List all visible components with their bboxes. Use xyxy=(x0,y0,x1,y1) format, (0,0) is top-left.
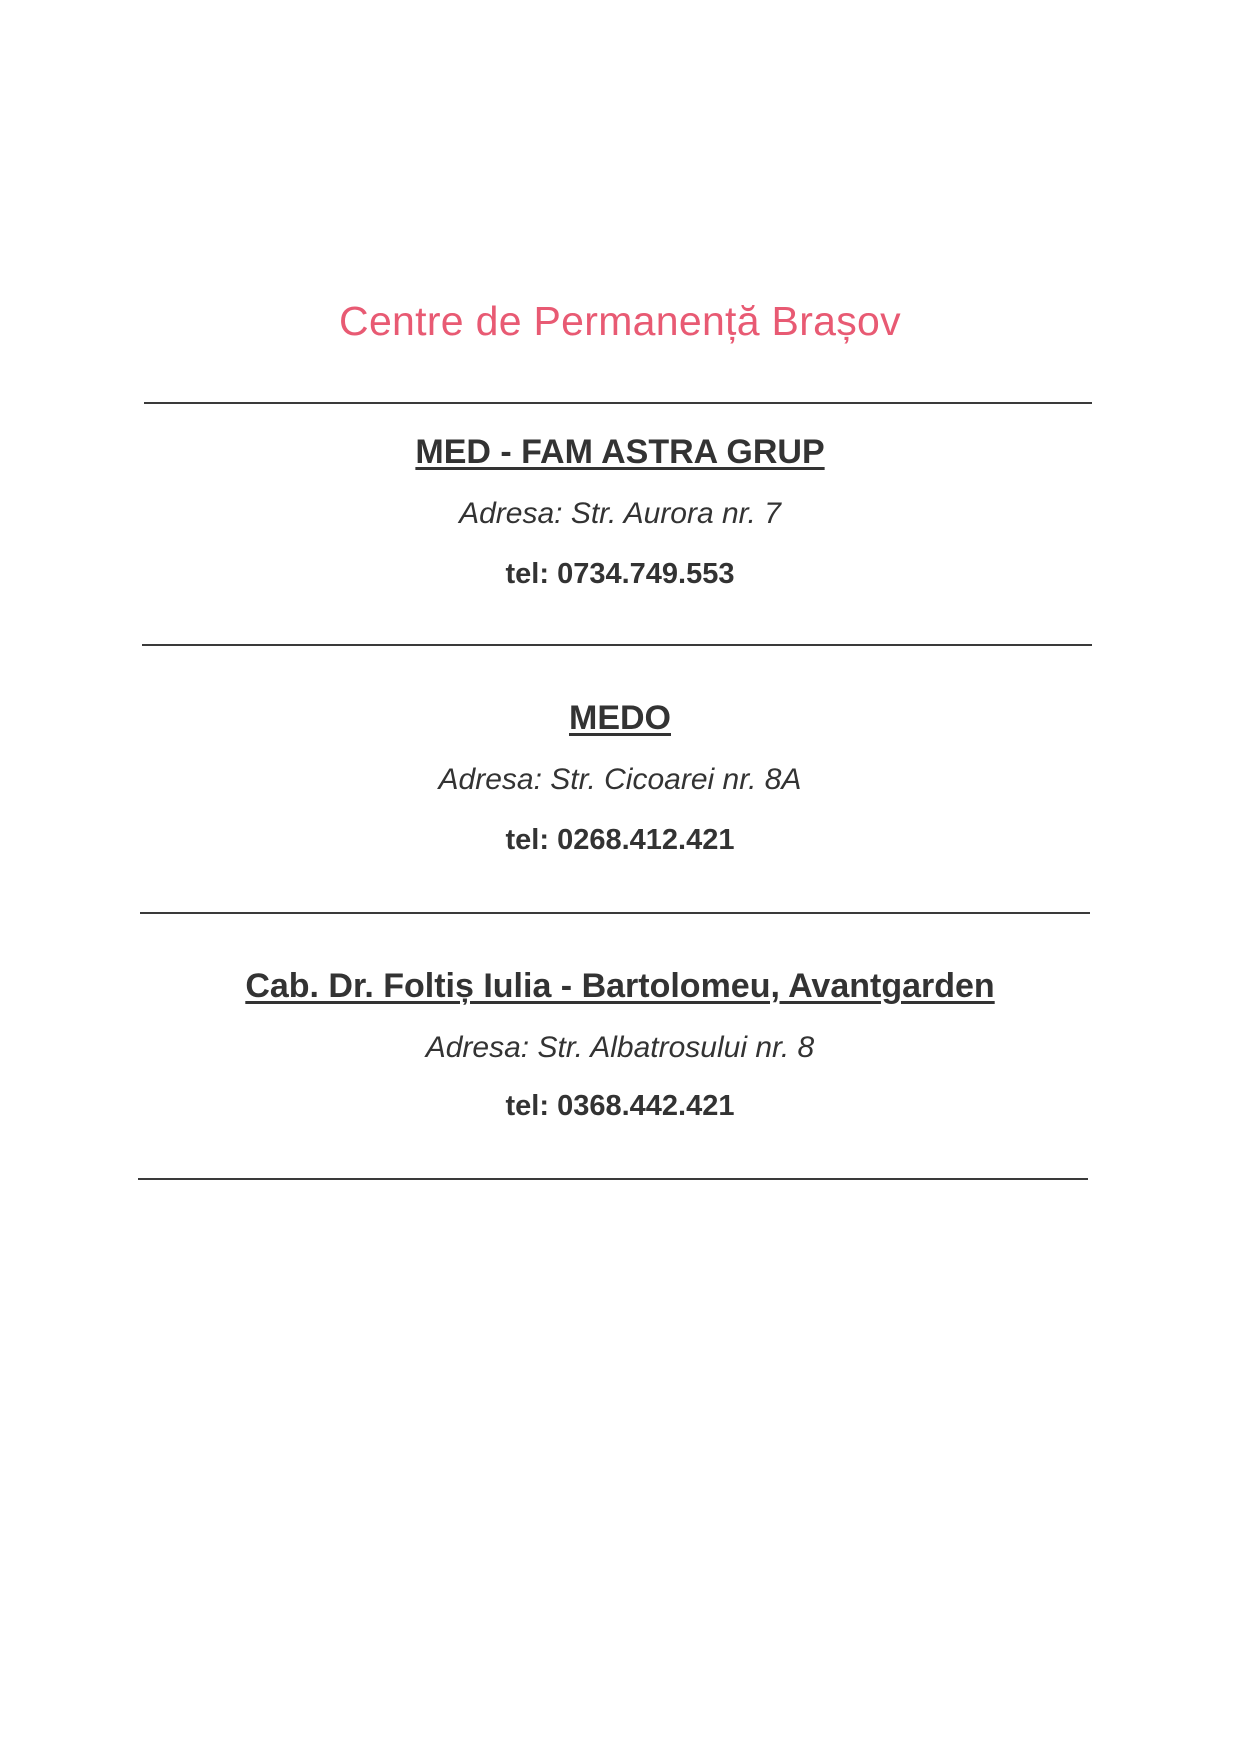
entry-name-text: Cab. Dr. Foltiș Iulia - Bartolomeu, Avantgarden xyxy=(245,967,995,1005)
entry-name-text: MEDO xyxy=(569,699,671,737)
entry-phone: tel: 0734.749.553 xyxy=(505,558,735,590)
entry-name-text: MED - FAM ASTRA GRUP xyxy=(415,433,825,471)
entry-address: Adresa: Str. Cicoarei nr. 8A xyxy=(438,763,802,796)
divider-top xyxy=(144,402,1092,404)
entry-phone: tel: 0368.442.421 xyxy=(505,1090,735,1122)
entry-address: Adresa: Str. Aurora nr. 7 xyxy=(459,497,781,530)
page-title: Centre de Permanență Brașov xyxy=(339,298,901,344)
entry-phone: tel: 0268.412.421 xyxy=(505,824,735,856)
divider-bottom xyxy=(138,1178,1088,1180)
entry-name xyxy=(0,966,1240,1006)
divider-2 xyxy=(140,912,1090,914)
entry-name xyxy=(0,698,1240,738)
entry-name xyxy=(0,432,1240,472)
divider-1 xyxy=(142,644,1092,646)
entry-address: Adresa: Str. Albatrosului nr. 8 xyxy=(425,1031,815,1064)
